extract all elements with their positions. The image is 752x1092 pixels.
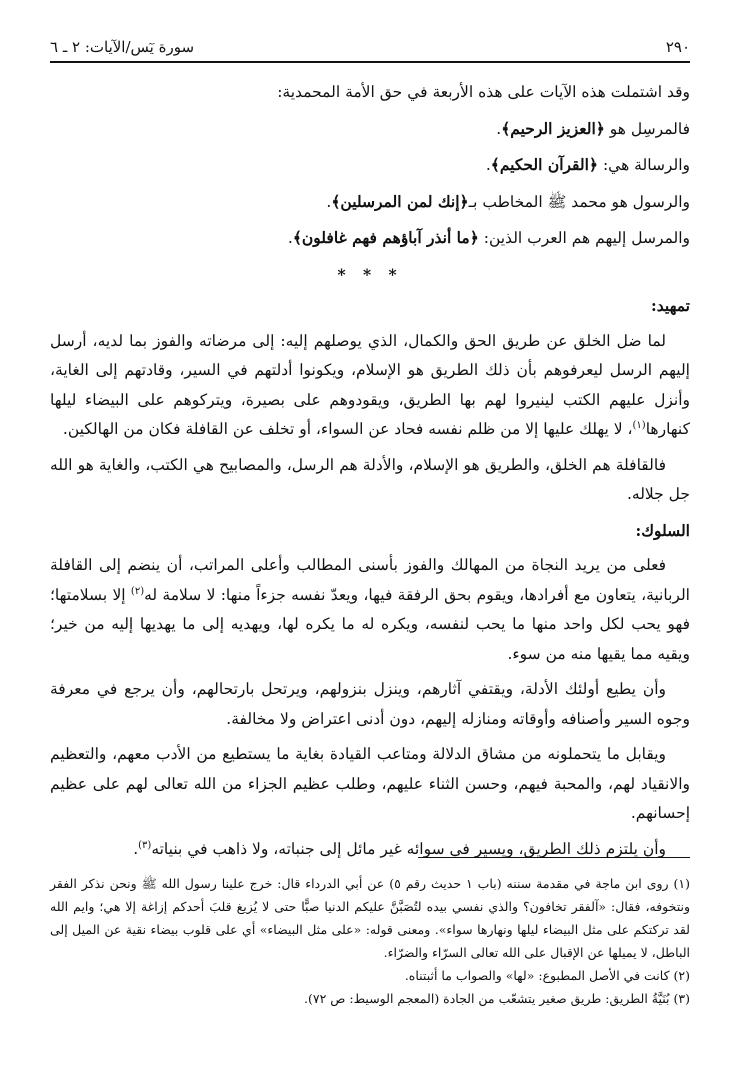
- intro-item-recipients: [50, 223, 690, 254]
- item-end: .: [485, 156, 491, 174]
- section-separator: * * *: [337, 264, 403, 284]
- footnote-ref-1[interactable]: (١): [632, 419, 646, 431]
- suluk-paragraph-1: [50, 551, 690, 669]
- item-end: .: [326, 192, 332, 211]
- item-end: .: [287, 229, 293, 247]
- item-text: والمرسل إليهم هم العرب الذين:: [478, 229, 690, 247]
- item-text: فالمرسِل هو: [604, 119, 690, 138]
- suluk-paragraph-4: [50, 835, 690, 865]
- quran-quote: ﴿ما أنذر آباؤهم فهم غافلون﴾: [292, 228, 479, 247]
- suluk-paragraph-2: وأن يطيع أولئك الأدلة، ويقتفي آثارهم، وينزل بنزولهم، ويرتحل بارتحالهم، وأن يرجع في معرفة وجوه السير وأصنافه وأوقاته ومنازله إليهم، دون أدنى اعتراض ولا مخالفة.: [50, 680, 690, 728]
- paragraph-text: لما ضل الخلق عن طريق الحق والكمال، الذي يوصلهم إليه: إلى مرضاته والفوز بما لديه، أرسل إليهم الرسل ليعرفوهم بأن ذلك الطريق هو الإسلام، ويكونوا أدلتهم في السير، وقادتهم إلى الغاية، وأنزل عليهم الكتب لينيروا لهم بها الطريق، ويقودوهم على بصيرة، ويتركوهم على البيضاء ليلها كنهارها: [50, 331, 690, 438]
- intro-item-messenger: [50, 187, 690, 218]
- quran-quote: ﴿إنك لمن المرسلين﴾: [331, 191, 469, 211]
- page-number: ٢٩٠: [665, 38, 690, 56]
- paragraph-text: ، لا يهلك عليها إلا من ظلم نفسه فحاد عن السواء، أو تخلف عن القافلة فكان من الهالكين.: [62, 420, 633, 438]
- heading-suluk: السلوك:: [635, 520, 690, 540]
- footnote-ref-2[interactable]: (٢): [130, 585, 145, 597]
- intro-lead: وقد اشتملت هذه الآيات على هذه الأربعة في حق الأمة المحمدية:: [277, 83, 690, 101]
- paragraph-text: .: [133, 839, 139, 858]
- footnote-3: (٣) بُنَيَّةُ الطريق: طريق صغير يتشعّب من الجادة (المعجم الوسيط: ص ٧٢).: [304, 991, 690, 1006]
- footnote-1: (١) روى ابن ماجة في مقدمة سننه (باب ١ حديث رقم ٥) عن أبي الدرداء قال: خرج علينا رسول الله ﷺ ونحن نذكر الفقر ونتخوفه، فقال: «آلفقر تخافون؟ والذي نفسي بيده لتُصَبَّنَّ عليكم الدنيا صبًّا حتى لا يُزيغ قلبَ أحدكم إزاغة إلا هي؛ وايم الله لقد تركتكم على مثل البيضاء ليلها ونهارها سواء». ومعنى قوله: «على مثل البيضاء» أي على قلوب بيضاء نقية عن الميل إلى الباطل، لا يميلها عن الإقبال على الله تعالى السرّاء والضرّاء.: [50, 876, 690, 960]
- paragraph-text: فعلى من يريد النجاة من المهالك والفوز بأسنى المطالب وأعلى المراتب، أن ينضم إلى القافلة الربانية، يتعاون مع أفرادها، ويقوم بحق الرفقة فيها، ويعدّ نفسه جزءاً منها: لا سلامة له: [50, 556, 690, 604]
- intro-item-sender: [50, 114, 690, 145]
- header-divider: [50, 61, 690, 63]
- tamheed-paragraph-2: فالقافلة هم الخلق، والطريق هو الإسلام، والأدلة هم الرسل، والمصابيح هي الكتب، والغاية هو الله جل جلاله.: [50, 455, 690, 503]
- footnote-2: (٢) كانت في الأصل المطبوع: «لها» والصواب ما أثبتناه.: [404, 968, 690, 983]
- paragraph-text: وأن يلتزم ذلك الطريق، ويسير في سوائه غير مائل إلى جنباته، ولا ذاهب في بنياته: [151, 839, 666, 858]
- paragraph-text: إلا بسلامتها؛ فهو يحب لكل واحد منها ما يحب لنفسه، ويكره له ما يكره لها، ويهديه إلى ما يهديها إليه من خير؛ ويقيه مما يقيها منه من سوء.: [50, 585, 690, 663]
- footnote-divider: [418, 857, 690, 858]
- running-title: سورة يٓس/الآيات: ٢ ـ ٦: [50, 38, 195, 56]
- book-page: [50, 28, 690, 1068]
- item-end: .: [496, 119, 502, 138]
- quran-quote: ﴿العزيز الرحيم﴾: [501, 118, 605, 138]
- intro-item-message: [50, 150, 690, 181]
- suluk-paragraph-3: ويقابل ما يتحملونه من مشاق الدلالة ومتاعب القيادة بغاية ما يستطيع من الأدب معهم، والتعظيم والانقياد لهم، والمحبة فيهم، وحسن الثناء عليهم، وطلب عظيم الجزاء من الله تعالى لهم على عظيم إحسانهم.: [50, 745, 690, 822]
- footnote-ref-3[interactable]: (٣): [138, 839, 152, 851]
- quran-quote: ﴿القرآن الحكيم﴾: [490, 155, 599, 174]
- footnotes: [50, 872, 690, 1010]
- tamheed-paragraph-1: [50, 327, 690, 445]
- heading-tamheed: تمهيد:: [651, 296, 690, 315]
- item-text: والرسول هو محمد ﷺ المخاطب بـ: [468, 192, 690, 211]
- item-text: والرسالة هي:: [598, 156, 690, 174]
- main-text: [50, 78, 690, 870]
- page-header: [50, 34, 690, 60]
